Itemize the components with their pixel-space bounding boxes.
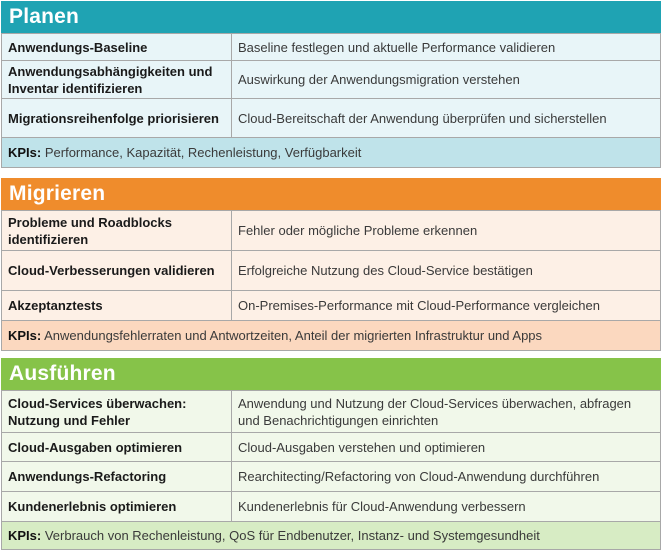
kpi-cell [2,138,661,168]
task-cell: Cloud-Verbesserungen validieren [2,251,232,291]
section-title: Migrieren [1,178,661,210]
kpi-text: Performance, Kapazität, Rechenleistung, Verfügbarkeit [41,145,362,160]
kpi-label: KPIs: [8,145,42,160]
task-cell: Cloud-Services überwachen: Nutzung und Fehler [2,391,232,433]
kpi-row [2,138,661,168]
description-cell: Kundenerlebnis für Cloud-Anwendung verbessern [232,492,661,522]
table-row [2,433,661,462]
table-row [2,99,661,138]
table-row [2,492,661,522]
kpi-row [2,321,661,351]
kpi-label: KPIs: [8,528,42,543]
kpi-cell [2,321,661,351]
section-table [1,390,661,550]
task-cell: Anwendungs-Refactoring [2,462,232,492]
section-planen [1,1,661,168]
section-table [1,210,661,351]
kpi-row [2,522,661,550]
description-cell: Cloud-Ausgaben verstehen und optimieren [232,433,661,462]
kpi-label: KPIs: [8,328,42,343]
table-row [2,251,661,291]
table-row [2,211,661,251]
task-cell: Kundenerlebnis optimieren [2,492,232,522]
table-row [2,61,661,99]
description-cell: Erfolgreiche Nutzung des Cloud-Service bestätigen [232,251,661,291]
description-cell: Rearchitecting/Refactoring von Cloud-Anwendung durchführen [232,462,661,492]
task-cell: Anwendungsabhängigkeiten und Inventar identifizieren [2,61,232,99]
section-table [1,33,661,168]
migration-table [1,1,661,550]
description-cell: Cloud-Bereitschaft der Anwendung überprüfen und sicherstellen [232,99,661,138]
section-migrieren [1,178,661,351]
section-title: Planen [1,1,661,33]
description-cell: Baseline festlegen und aktuelle Performance validieren [232,34,661,61]
task-cell: Anwendungs-Baseline [2,34,232,61]
kpi-text: Verbrauch von Rechenleistung, QoS für Endbenutzer, Instanz- und Systemgesundheit [41,528,540,543]
description-cell: On-Premises-Performance mit Cloud-Performance vergleichen [232,291,661,321]
section-title: Ausführen [1,358,661,390]
task-cell: Cloud-Ausgaben optimieren [2,433,232,462]
description-cell: Fehler oder mögliche Probleme erkennen [232,211,661,251]
task-cell: Akzeptanztests [2,291,232,321]
table-row [2,462,661,492]
kpi-text: Anwendungsfehlerraten und Antwortzeiten, Anteil der migrierten Infrastruktur und Apps [41,328,543,343]
task-cell: Probleme und Roadblocks identifizieren [2,211,232,251]
table-row [2,291,661,321]
kpi-cell [2,522,661,550]
table-row [2,391,661,433]
task-cell: Migrationsreihenfolge priorisieren [2,99,232,138]
description-cell: Auswirkung der Anwendungsmigration verstehen [232,61,661,99]
description-cell: Anwendung und Nutzung der Cloud-Services überwachen, abfragen und Benachrichtigungen einrichten [232,391,661,433]
table-row [2,34,661,61]
section-ausfuehren [1,358,661,550]
